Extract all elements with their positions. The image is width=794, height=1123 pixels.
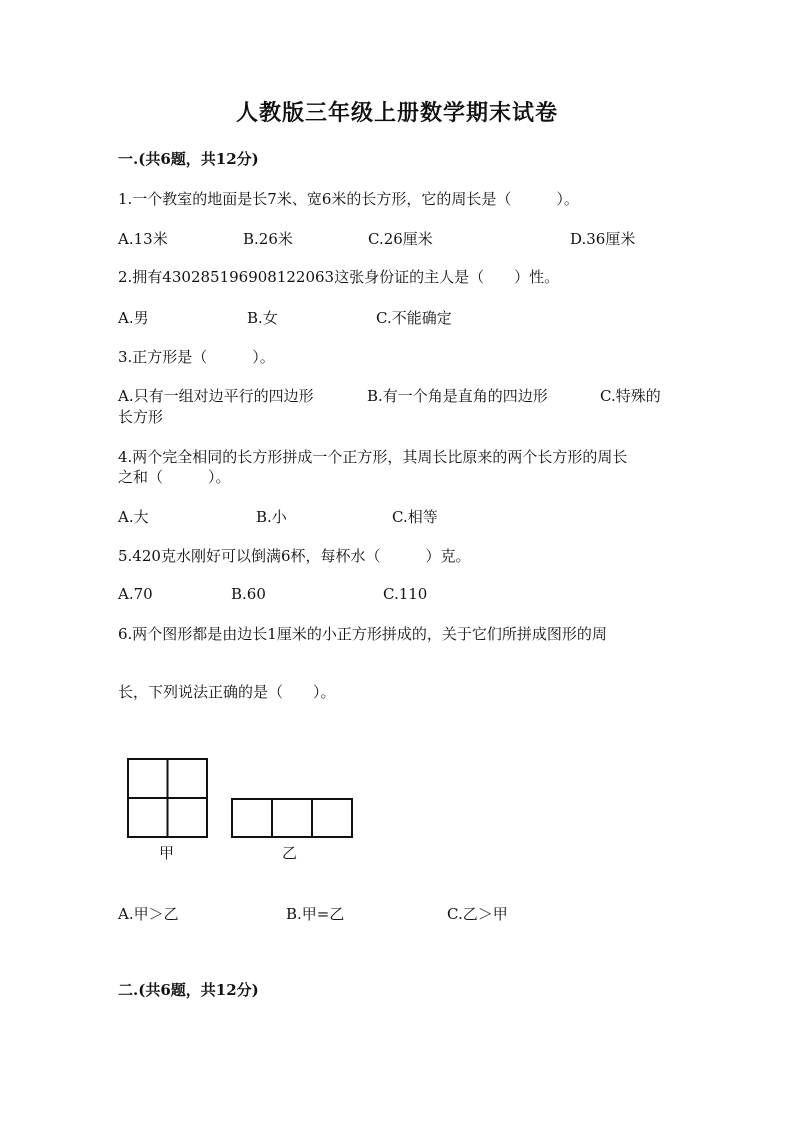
question-3-option-b: B.有一个角是直角的四边形 — [367, 387, 548, 405]
question-3-stem: 3.正方形是（ ）。 — [118, 348, 275, 366]
question-1-stem: 1.一个教室的地面是长7米、宽6米的长方形，它的周长是（ ）。 — [118, 190, 579, 208]
figure-label-jia: 甲 — [159, 844, 175, 862]
question-5-option-a: A.70 — [118, 585, 153, 603]
question-5-option-b: B.60 — [231, 585, 266, 603]
question-5-option-c: C.110 — [383, 585, 428, 603]
question-1-option-a: A.13米 — [118, 230, 168, 248]
question-4-option-b: B.小 — [256, 508, 287, 526]
question-1-option-b: B.26米 — [243, 230, 293, 248]
question-4-option-a: A.大 — [118, 508, 149, 526]
question-1-option-d: D.36厘米 — [570, 230, 636, 248]
question-1-option-c: C.26厘米 — [368, 230, 433, 248]
question-2-option-b: B.女 — [247, 309, 278, 327]
figure-yi-row — [232, 799, 352, 837]
question-6-figure — [127, 758, 367, 868]
question-2-option-a: A.男 — [118, 309, 149, 327]
figure-label-yi: 乙 — [282, 844, 298, 862]
question-6-stem: 6.两个图形都是由边长1厘米的小正方形拼成的，关于它们所拼成图形的周 — [118, 625, 607, 643]
question-6-option-b: B.甲=乙 — [286, 905, 345, 923]
question-3-option-a: A.只有一组对边平行的四边形 — [118, 387, 314, 405]
question-4-stem: 4.两个完全相同的长方形拼成一个正方形，其周长比原来的两个长方形的周长 — [118, 448, 628, 466]
question-4-option-c: C.相等 — [392, 508, 438, 526]
question-6-stem-wrap: 长，下列说法正确的是（ ）。 — [118, 683, 336, 701]
question-6-option-a: A.甲＞乙 — [118, 905, 179, 923]
question-6-option-c: C.乙＞甲 — [447, 905, 508, 923]
question-3-option-c: C.特殊的 — [600, 387, 661, 405]
section-heading-1: 一.(共6题，共12分) — [118, 150, 259, 168]
question-2-option-c: C.不能确定 — [376, 309, 452, 327]
question-3-option-c-wrap: 长方形 — [118, 408, 164, 426]
question-5-stem: 5.420克水刚好可以倒满6杯，每杯水（ ）克。 — [118, 547, 471, 565]
question-2-stem: 2.拥有430285196908122063这张身份证的主人是（ ）性。 — [118, 268, 560, 286]
section-heading-2: 二.(共6题，共12分) — [118, 981, 259, 999]
question-4-stem-wrap: 之和（ ）。 — [118, 468, 231, 486]
page-title: 人教版三年级上册数学期末试卷 — [235, 100, 558, 126]
figure-jia-grid — [128, 759, 207, 837]
